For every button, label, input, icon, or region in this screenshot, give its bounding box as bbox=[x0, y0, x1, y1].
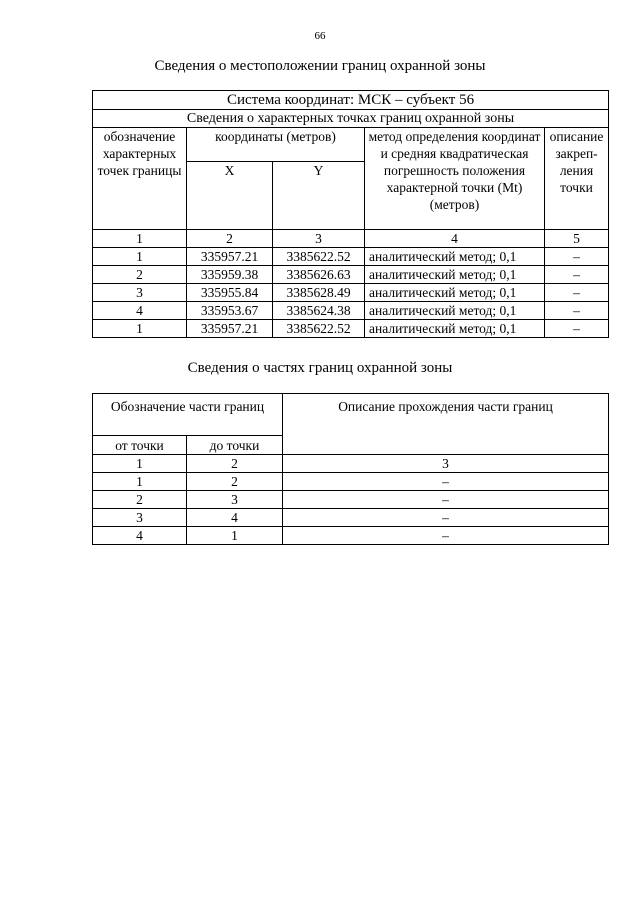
column-number: 3 bbox=[283, 455, 609, 473]
passage-cell: – bbox=[283, 509, 609, 527]
description-cell: – bbox=[545, 284, 609, 302]
section-title-location: Сведения о местоположении границ охранной зоны bbox=[154, 58, 486, 74]
method-cell: аналитический метод; 0,1 bbox=[365, 266, 545, 284]
y-cell: 3385622.52 bbox=[273, 248, 365, 266]
x-cell: 335955.84 bbox=[187, 284, 273, 302]
table-row bbox=[93, 302, 609, 320]
header-coords: координаты (метров) bbox=[187, 128, 365, 162]
column-number: 1 bbox=[93, 230, 187, 248]
method-cell: аналитический метод; 0,1 bbox=[365, 248, 545, 266]
point-cell: 4 bbox=[93, 302, 187, 320]
x-cell: 335957.21 bbox=[187, 248, 273, 266]
to-cell: 3 bbox=[187, 491, 283, 509]
description-cell: – bbox=[545, 266, 609, 284]
column-number: 2 bbox=[187, 230, 273, 248]
table-row bbox=[93, 491, 609, 509]
to-cell: 4 bbox=[187, 509, 283, 527]
from-cell: 3 bbox=[93, 509, 187, 527]
section-title-parts: Сведения о частях границ охранной зоны bbox=[187, 360, 453, 376]
header-x: X bbox=[187, 162, 273, 230]
description-cell: – bbox=[545, 320, 609, 338]
table-row bbox=[93, 527, 609, 545]
column-number: 1 bbox=[93, 455, 187, 473]
method-cell: аналитический метод; 0,1 bbox=[365, 284, 545, 302]
column-number-row bbox=[93, 455, 609, 473]
column-number: 5 bbox=[545, 230, 609, 248]
column-number: 3 bbox=[273, 230, 365, 248]
from-cell: 4 bbox=[93, 527, 187, 545]
table-row bbox=[93, 473, 609, 491]
table-row bbox=[93, 509, 609, 527]
x-cell: 335957.21 bbox=[187, 320, 273, 338]
method-cell: аналитический метод; 0,1 bbox=[365, 302, 545, 320]
y-cell: 3385626.63 bbox=[273, 266, 365, 284]
from-cell: 1 bbox=[93, 473, 187, 491]
coord-system-label: Система координат: МСК – субъект 56 bbox=[93, 91, 609, 110]
from-cell: 2 bbox=[93, 491, 187, 509]
point-cell: 2 bbox=[93, 266, 187, 284]
table-row bbox=[93, 266, 609, 284]
table-row bbox=[93, 284, 609, 302]
description-cell: – bbox=[545, 248, 609, 266]
header-from: от точки bbox=[93, 436, 187, 455]
header-part: Обозначение части границ bbox=[93, 394, 283, 436]
table-row bbox=[93, 248, 609, 266]
boundary-parts-table bbox=[92, 393, 609, 545]
table-row bbox=[93, 320, 609, 338]
header-method: метод определения координат и средняя квадратическая погрешность положения характерной точки (Mt) (метров) bbox=[365, 128, 545, 230]
page-number: 66 bbox=[314, 30, 326, 42]
column-number-row bbox=[93, 230, 609, 248]
point-cell: 1 bbox=[93, 248, 187, 266]
passage-cell: – bbox=[283, 491, 609, 509]
y-cell: 3385628.49 bbox=[273, 284, 365, 302]
to-cell: 1 bbox=[187, 527, 283, 545]
column-number: 2 bbox=[187, 455, 283, 473]
column-number: 4 bbox=[365, 230, 545, 248]
header-passage: Описание прохождения части границ bbox=[283, 394, 609, 455]
method-cell: аналитический метод; 0,1 bbox=[365, 320, 545, 338]
x-cell: 335953.67 bbox=[187, 302, 273, 320]
y-cell: 3385624.38 bbox=[273, 302, 365, 320]
description-cell: – bbox=[545, 302, 609, 320]
to-cell: 2 bbox=[187, 473, 283, 491]
x-cell: 335959.38 bbox=[187, 266, 273, 284]
header-y: Y bbox=[273, 162, 365, 230]
passage-cell: – bbox=[283, 527, 609, 545]
passage-cell: – bbox=[283, 473, 609, 491]
point-cell: 3 bbox=[93, 284, 187, 302]
point-cell: 1 bbox=[93, 320, 187, 338]
header-point: обозначение характерных точек границы bbox=[93, 128, 187, 230]
header-to: до точки bbox=[187, 436, 283, 455]
header-description: описание закреп-ления точки bbox=[545, 128, 609, 230]
boundary-points-table bbox=[92, 90, 609, 338]
y-cell: 3385622.52 bbox=[273, 320, 365, 338]
points-subtitle: Сведения о характерных точках границ охранной зоны bbox=[93, 110, 609, 128]
